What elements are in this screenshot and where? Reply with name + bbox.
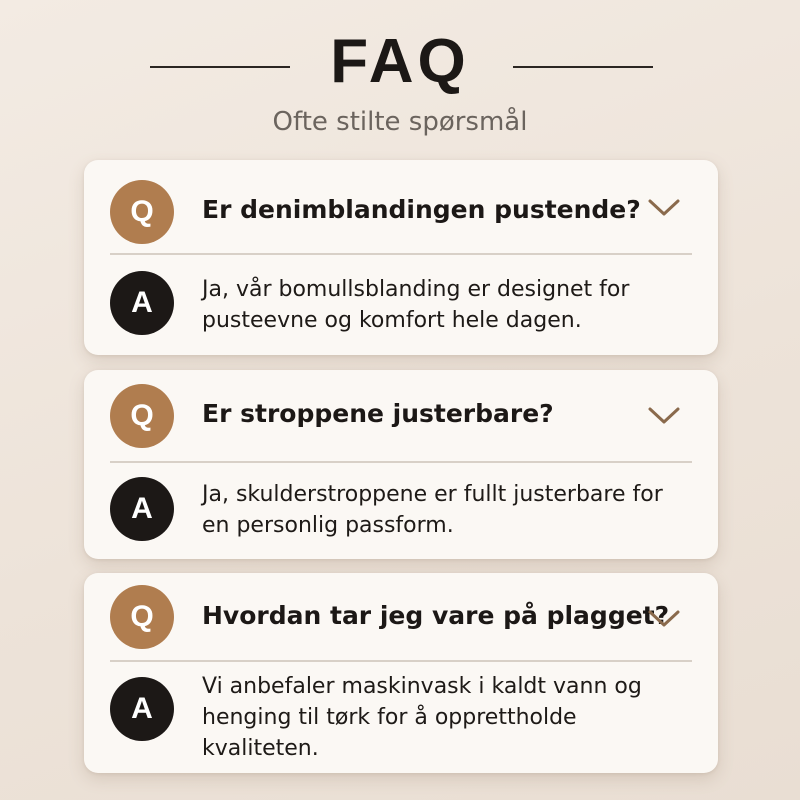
question-badge: Q [110, 585, 174, 649]
answer-badge: A [110, 477, 174, 541]
faq-answer-row [84, 254, 718, 355]
faq-question-row[interactable] [84, 160, 718, 252]
faq-question: Hvordan tar jeg vare på plagget? [202, 601, 670, 630]
title-rule-right [513, 66, 653, 68]
faq-answer-row [84, 462, 718, 559]
faq-item-1 [84, 160, 718, 355]
page-subtitle: Ofte stilte spørsmål [272, 107, 528, 137]
faq-question: Er stroppene justerbare? [202, 399, 554, 428]
faq-answer-row [84, 661, 718, 773]
faq-question: Er denimblandingen pustende? [202, 195, 641, 224]
faq-answer: Ja, skulderstroppene er fullt justerbare for en personlig passform. [202, 482, 663, 538]
faq-question-row[interactable] [84, 573, 718, 665]
faq-answer: Vi anbefaler maskinvask i kaldt vann og henging til tørk for å opprettholde kvaliteten. [202, 674, 642, 761]
question-badge: Q [110, 180, 174, 244]
chevron-down-icon[interactable] [646, 196, 682, 220]
chevron-down-icon[interactable] [646, 607, 682, 631]
answer-badge: A [110, 677, 174, 741]
faq-question-row[interactable] [84, 370, 718, 462]
question-badge: Q [110, 384, 174, 448]
faq-header [0, 0, 800, 150]
faq-answer: Ja, vår bomullsblanding er designet for pusteevne og komfort hele dagen. [202, 277, 630, 333]
faq-item-2 [84, 370, 718, 559]
faq-item-3 [84, 573, 718, 773]
chevron-down-icon[interactable] [646, 404, 682, 428]
answer-badge: A [110, 271, 174, 335]
page-title: FAQ [330, 27, 470, 96]
